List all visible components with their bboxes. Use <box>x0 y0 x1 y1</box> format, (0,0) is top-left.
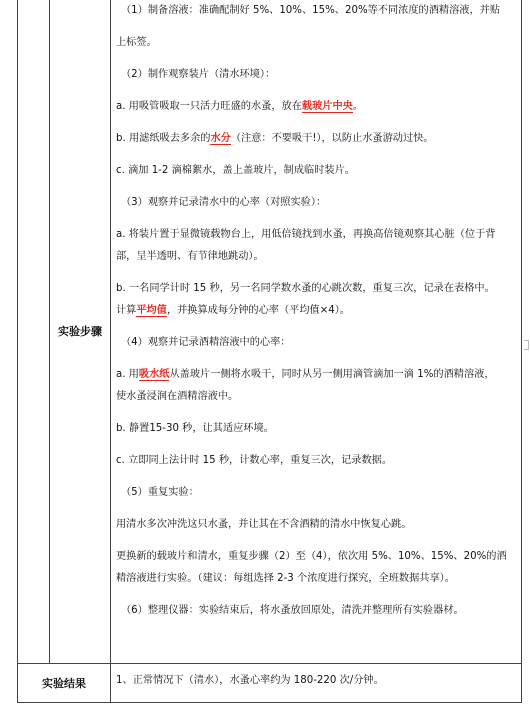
step2b-end: （注意：不要吸干!），以防止水蚤游动过快。 <box>230 133 434 144</box>
step3-title: （3）观察并记录清水中的心率（对照实验）： <box>121 197 327 208</box>
step4-title: （4）观察并记录酒精溶液中的心率： <box>121 337 291 348</box>
steps-row <box>18 0 522 664</box>
blank-left-cell <box>18 0 50 664</box>
experiment-table <box>17 0 522 703</box>
step4a-line1 <box>116 367 517 383</box>
step3b-line2 <box>116 303 517 319</box>
step2b-text: b. 用滤纸吸去多余的 <box>116 133 211 144</box>
step3b-text: 计算 <box>116 305 137 316</box>
step2c: c. 滴加 1-2 滴棉絮水，盖上盖玻片，制成临时装片。 <box>116 165 355 176</box>
step2-title: （2）制作观察装片（清水环境）： <box>121 69 276 80</box>
step4a-highlight: 吸水纸 <box>138 369 170 380</box>
step3b-line1: b. 一名同学计时 15 秒，另一名同学数水蚤的心跳次数，重复三次，记录在表格中。 <box>116 283 495 294</box>
steps-content <box>111 0 522 664</box>
step5-line1: 用清水多次冲洗这只水蚤，并让其在不含酒精的清水中恢复心跳。 <box>116 519 412 530</box>
step2a-highlight: 载玻片中央 <box>301 101 353 112</box>
result-text: 1、正常情况下（清水），水蚤心率约为 180-220 次/分钟。 <box>116 675 384 686</box>
result-content <box>111 664 522 703</box>
step5-line3: 精溶液进行实验。（建议：每组选择 2-3 个浓度进行探究，全班数据共享）。 <box>116 573 455 584</box>
step4a-text: a. 用 <box>116 369 139 380</box>
step1-line2: 上标签。 <box>116 37 157 48</box>
step3a-line2: 部，呈半透明、有节律地跳动）。 <box>116 251 264 262</box>
step6: （6）整理仪器：实验结束后，将水蚤放回原处，清洗并整理所有实验器材。 <box>121 605 464 616</box>
result-label: 实验结果 <box>18 664 111 703</box>
page-margin-marker <box>524 340 529 350</box>
step2b-highlight: 水分 <box>210 133 231 144</box>
step4a-end: 从盖玻片一侧将水吸干，同时从另一侧用滴管滴加一滴 1%的酒精溶液， <box>169 369 495 380</box>
step5-title: （5）重复实验： <box>121 487 199 498</box>
step3b-end: ，并换算成每分钟的心率（平均值×4）。 <box>166 305 351 316</box>
step2a-end: 。 <box>352 101 364 112</box>
step5-line2: 更换新的载玻片和清水，重复步骤（2）至（4），依次用 5%、10%、15%、20%的酒 <box>116 551 507 562</box>
step2b <box>116 131 517 147</box>
step1-line1: （1）制备溶液：准确配制好 5%、10%、15%、20%等不同浓度的酒精溶液，并贴 <box>121 5 501 16</box>
step4a-line2: 使水蚤浸润在酒精溶液中。 <box>116 391 239 402</box>
step2a-text: a. 用吸管吸取一只活力旺盛的水蚤，放在 <box>116 101 302 112</box>
step3a-line1: a. 将装片置于显微镜载物台上，用低倍镜找到水蚤，再换高倍镜观察其心脏（位于背 <box>116 229 496 240</box>
step2a <box>116 99 517 115</box>
step4b: b. 静置15-30 秒，让其适应环境。 <box>116 423 274 434</box>
step4c: c. 立即同上法计时 15 秒，计数心率，重复三次，记录数据。 <box>116 455 393 466</box>
result-row <box>18 664 522 703</box>
step3b-highlight: 平均值 <box>136 305 167 316</box>
steps-label: 实验步骤 <box>50 0 111 664</box>
